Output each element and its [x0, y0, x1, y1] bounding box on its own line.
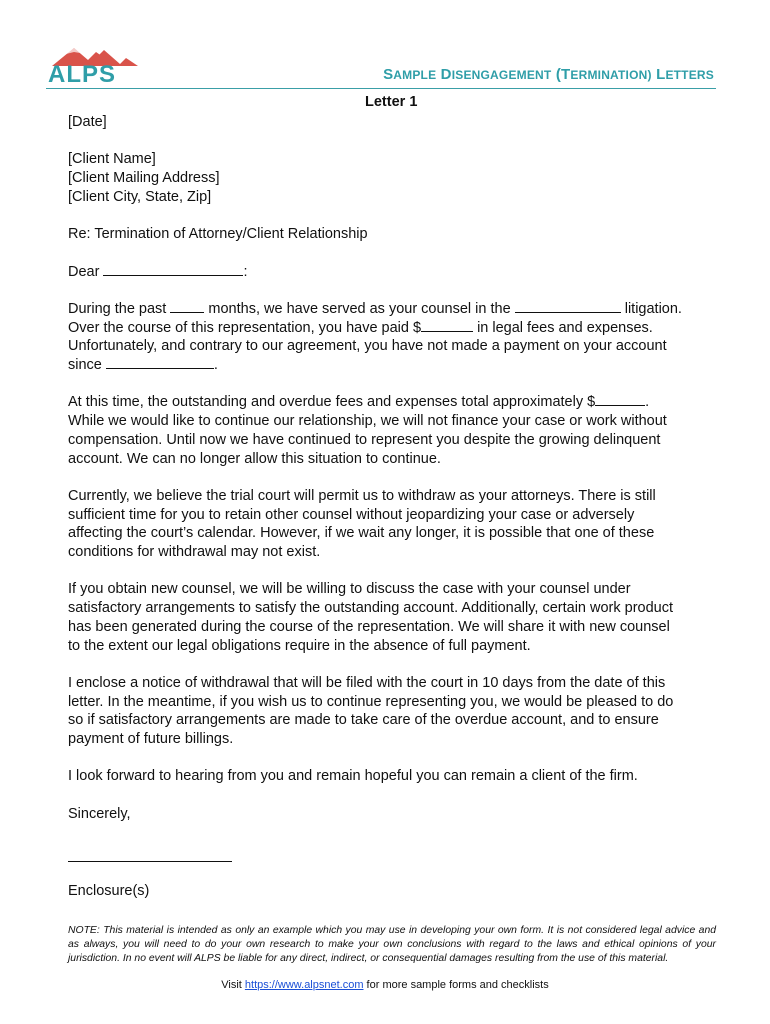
client-name: [Client Name]: [68, 151, 156, 168]
document-title: SAMPLE DISENGAGEMENT (TERMINATION) LETTERS: [383, 66, 714, 83]
footer-visit: Visit https://www.alpsnet.com for more sample forms and checklists: [221, 979, 549, 991]
amount-due-blank: [595, 393, 645, 406]
paragraph-3: Currently, we believe the trial court will permit us to withdraw as your attorneys. There is still sufficient time for you to retain other counsel without jeopardizing your case or adversely affecting the court’s calendar. However, if we wait any longer, it is possible that one of these conditions for withdrawal may not exist.: [68, 487, 656, 561]
paragraph-2: At this time, the outstanding and overdue fees and expenses total approximately $ . While we would like to continue our relationship, we will not finance your case or work without compensation. Until now we have continued to represent you despite the growing delinquent account. We can no longer allow this situation to continue.: [68, 394, 667, 467]
litigation-blank: [515, 300, 621, 313]
date-line: [Date]: [68, 114, 107, 130]
letter-body: [68, 113, 718, 919]
re-line: Re: Termination of Attorney/Client Relationship: [68, 226, 368, 243]
since-date-blank: [106, 356, 214, 369]
alps-logo: [46, 42, 140, 90]
months-blank: [170, 300, 204, 313]
letter-label: Letter 1: [365, 94, 418, 110]
client-block: [68, 150, 718, 206]
fees-paid-blank: [421, 319, 473, 332]
closing: Sincerely,: [68, 805, 131, 822]
client-city: [Client City, State, Zip]: [68, 188, 212, 205]
paragraph-4: If you obtain new counsel, we will be willing to discuss the case with your counsel under satisfactory arrangements to satisfy the outstanding account. Additionally, certain work product has been generated during the course of the representation. We will share it with new counsel to the extent our legal obligations require in the absence of full payment.: [68, 581, 674, 654]
client-address: [Client Mailing Address]: [68, 170, 220, 187]
paragraph-6: I look forward to hearing from you and remain hopeful you can remain a client of the firm.: [68, 768, 638, 785]
paragraph-1: During the past months, we have served as your counsel in the litigation. Over the course of this representation, you have paid $ in legal fees and expenses. Unfortunately, and contrary to our agreement, you have not made a payment on your account since .: [68, 300, 682, 374]
name-blank: [103, 263, 243, 276]
signature-line: [68, 861, 232, 862]
paragraph-5: I enclose a notice of withdrawal that will be filed with the court in 10 days from the date of this letter. In the meantime, if you wish us to continue representing you, we would be pleased to do so if satisfactory arrangements are made to take care of the overdue account, and to ensure payment of future billings.: [68, 674, 674, 748]
disclaimer-note: NOTE: This material is intended as only an example which you may use in developing your own form. It is not considered legal advice and as always, you will need to do your own research to make your own conclusions with regard to the laws and ethical opinions of your jurisdiction. In no event will ALPS be liable for any direct, indirect, or consequential damages resulting from the use of this material.: [68, 925, 716, 964]
enclosure: Enclosure(s): [68, 882, 150, 899]
alpsnet-link[interactable]: https://www.alpsnet.com: [244, 979, 364, 991]
logo-text: ALPS: [48, 61, 117, 88]
salutation: Dear :: [68, 263, 248, 280]
header-divider: [46, 88, 716, 89]
